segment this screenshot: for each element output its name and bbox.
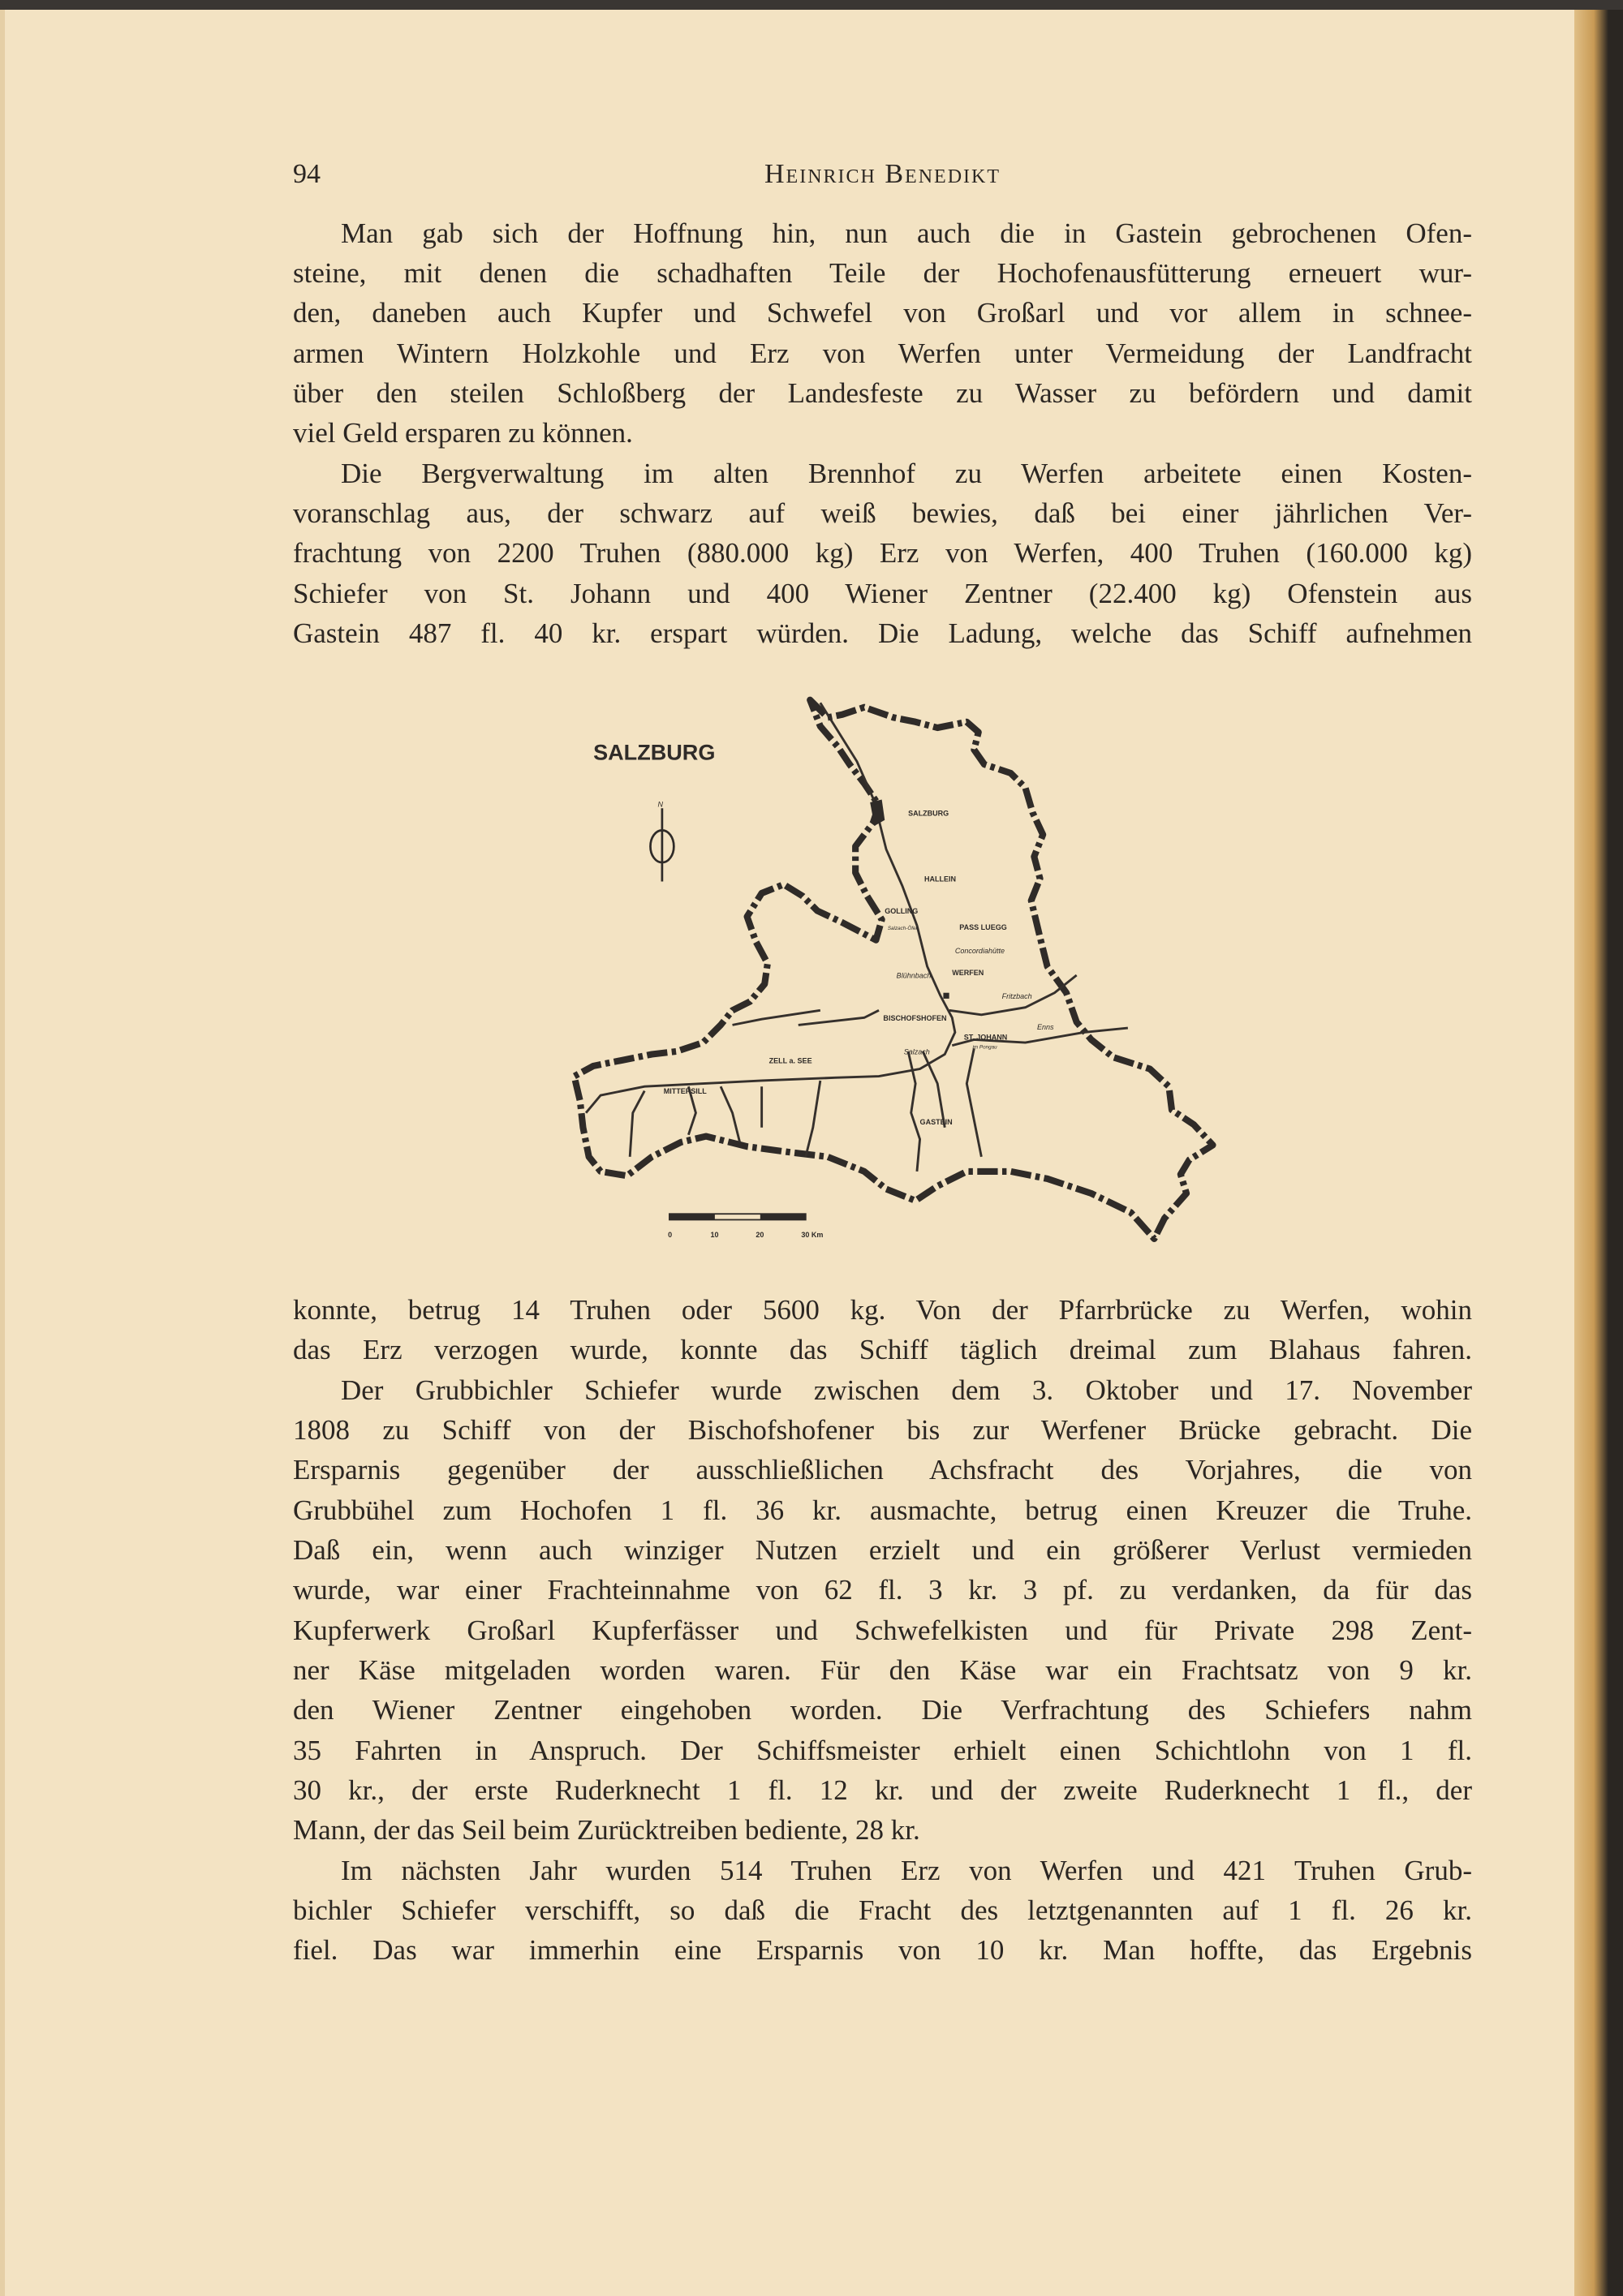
text-line: den Wiener Zentner eingehoben worden. Die Verfrachtung des Schiefers nahm bbox=[293, 1694, 1472, 1726]
svg-text:Concordiahütte: Concordiahütte bbox=[954, 946, 1005, 955]
text-line: wurde, war einer Frachteinnahme von 62 fl. 3 kr. 3 pf. zu verdanken, da für das bbox=[293, 1574, 1472, 1606]
text-line: Der Grubbichler Schiefer wurde zwischen dem 3. Oktober und 17. November bbox=[341, 1374, 1472, 1406]
text-line: Gastein 487 fl. 40 kr. erspart würden. Die Ladung, welche das Schiff aufnehmen bbox=[293, 617, 1472, 649]
svg-text:MITTERSILL: MITTERSILL bbox=[663, 1087, 707, 1096]
svg-text:Salzach: Salzach bbox=[903, 1047, 930, 1056]
svg-text:HALLEIN: HALLEIN bbox=[923, 875, 957, 884]
text-line: Mann, der das Seil beim Zurücktreiben bediente, 28 kr. bbox=[293, 1814, 920, 1846]
svg-text:ST. JOHANN: ST. JOHANN bbox=[963, 1033, 1008, 1042]
svg-text:WERFEN: WERFEN bbox=[952, 969, 984, 978]
svg-text:GASTEIN: GASTEIN bbox=[919, 1118, 953, 1127]
text-line: Grubbühel zum Hochofen 1 fl. 36 kr. ausmachte, betrug einen Kreuzer die Truhe. bbox=[293, 1494, 1472, 1526]
text-line: Im nächsten Jahr wurden 514 Truhen Erz von Werfen und 421 Truhen Grub- bbox=[341, 1855, 1472, 1886]
svg-text:SALZBURG: SALZBURG bbox=[908, 809, 949, 818]
north-arrow-icon bbox=[650, 800, 674, 881]
text-line: Ersparnis gegenüber der ausschließlichen Achsfracht des Vorjahres, die von bbox=[293, 1454, 1472, 1486]
text-line: voranschlag aus, der schwarz auf weiß bewies, daß bei einer jährlichen Ver- bbox=[293, 497, 1472, 529]
svg-text:N: N bbox=[657, 800, 664, 809]
text-line: konnte, betrug 14 Truhen oder 5600 kg. Von der Pfarrbrücke zu Werfen, wohin bbox=[293, 1294, 1472, 1326]
text-line: frachtung von 2200 Truhen (880.000 kg) Erz von Werfen, 400 Truhen (160.000 kg) bbox=[293, 537, 1472, 569]
svg-text:im Pongau: im Pongau bbox=[972, 1044, 997, 1051]
text-line: Kupferwerk Großarl Kupferfässer und Schwefelkisten und für Private 298 Zent- bbox=[293, 1615, 1472, 1646]
svg-text:Fritzbach: Fritzbach bbox=[1001, 991, 1032, 1000]
text-line: 30 kr., der erste Ruderknecht 1 fl. 12 kr. und der zweite Ruderknecht 1 fl., der bbox=[293, 1774, 1472, 1806]
map-title: SALZBURG bbox=[593, 739, 716, 765]
text-line: steine, mit denen die schadhaften Teile der Hochofenausfütterung erneuert wur- bbox=[293, 257, 1472, 289]
svg-text:BISCHOFSHOFEN: BISCHOFSHOFEN bbox=[883, 1013, 947, 1022]
concordiahuette-marker bbox=[943, 993, 949, 999]
place-labels bbox=[664, 809, 1054, 1126]
running-head: Heinrich Benedikt bbox=[764, 159, 1001, 189]
text-line: das Erz verzogen wurde, konnte das Schiff täglich dreimal zum Blahaus fahren. bbox=[293, 1334, 1472, 1365]
text-line: Daß ein, wenn auch winziger Nutzen erzielt und ein größerer Verlust vermieden bbox=[293, 1534, 1472, 1566]
svg-text:Salzach-Öfen: Salzach-Öfen bbox=[887, 926, 919, 932]
text-line: Man gab sich der Hoffnung hin, nun auch die in Gastein gebrochenen Ofen- bbox=[341, 217, 1472, 249]
svg-text:Blühnbach: Blühnbach bbox=[896, 971, 932, 980]
svg-text:0: 0 bbox=[668, 1231, 673, 1240]
text-line: fiel. Das war immerhin eine Ersparnis von 10 kr. Man hoffte, das Ergebnis bbox=[293, 1934, 1472, 1966]
svg-text:PASS LUEGG: PASS LUEGG bbox=[959, 923, 1007, 932]
text-line: ner Käse mitgeladen worden waren. Für den Käse war ein Frachtsatz von 9 kr. bbox=[293, 1654, 1472, 1686]
svg-text:Enns: Enns bbox=[1036, 1022, 1054, 1031]
text-line: viel Geld ersparen zu können. bbox=[293, 417, 633, 449]
page-number: 94 bbox=[293, 159, 321, 189]
text-line: bichler Schiefer verschifft, so daß die Fracht des letztgenannten auf 1 fl. 26 kr. bbox=[293, 1894, 1472, 1926]
scale-bar bbox=[668, 1214, 823, 1239]
text-line: den, daneben auch Kupfer und Schwefel von Großarl und vor allem in schnee- bbox=[293, 297, 1472, 329]
svg-text:10: 10 bbox=[710, 1231, 719, 1240]
text-line: Die Bergverwaltung im alten Brennhof zu Werfen arbeitete einen Kosten- bbox=[341, 458, 1472, 489]
svg-text:30 Km: 30 Km bbox=[801, 1231, 824, 1240]
text-line: über den steilen Schloßberg der Landesfeste zu Wasser zu befördern und damit bbox=[293, 377, 1472, 409]
svg-text:20: 20 bbox=[756, 1231, 764, 1240]
text-line: Schiefer von St. Johann und 400 Wiener Zentner (22.400 kg) Ofenstein aus bbox=[293, 578, 1472, 609]
province-border bbox=[575, 700, 1213, 1239]
text-line: 35 Fahrten in Anspruch. Der Schiffsmeister erhielt einen Schichtlohn von 1 fl. bbox=[293, 1735, 1472, 1766]
svg-text:GOLLING: GOLLING bbox=[885, 907, 919, 916]
svg-text:ZELL a. SEE: ZELL a. SEE bbox=[768, 1056, 812, 1065]
text-line: 1808 zu Schiff von der Bischofshofener bis zur Werfener Brücke gebracht. Die bbox=[293, 1414, 1472, 1446]
text-line: armen Wintern Holzkohle und Erz von Werfen unter Vermeidung der Landfracht bbox=[293, 338, 1472, 369]
